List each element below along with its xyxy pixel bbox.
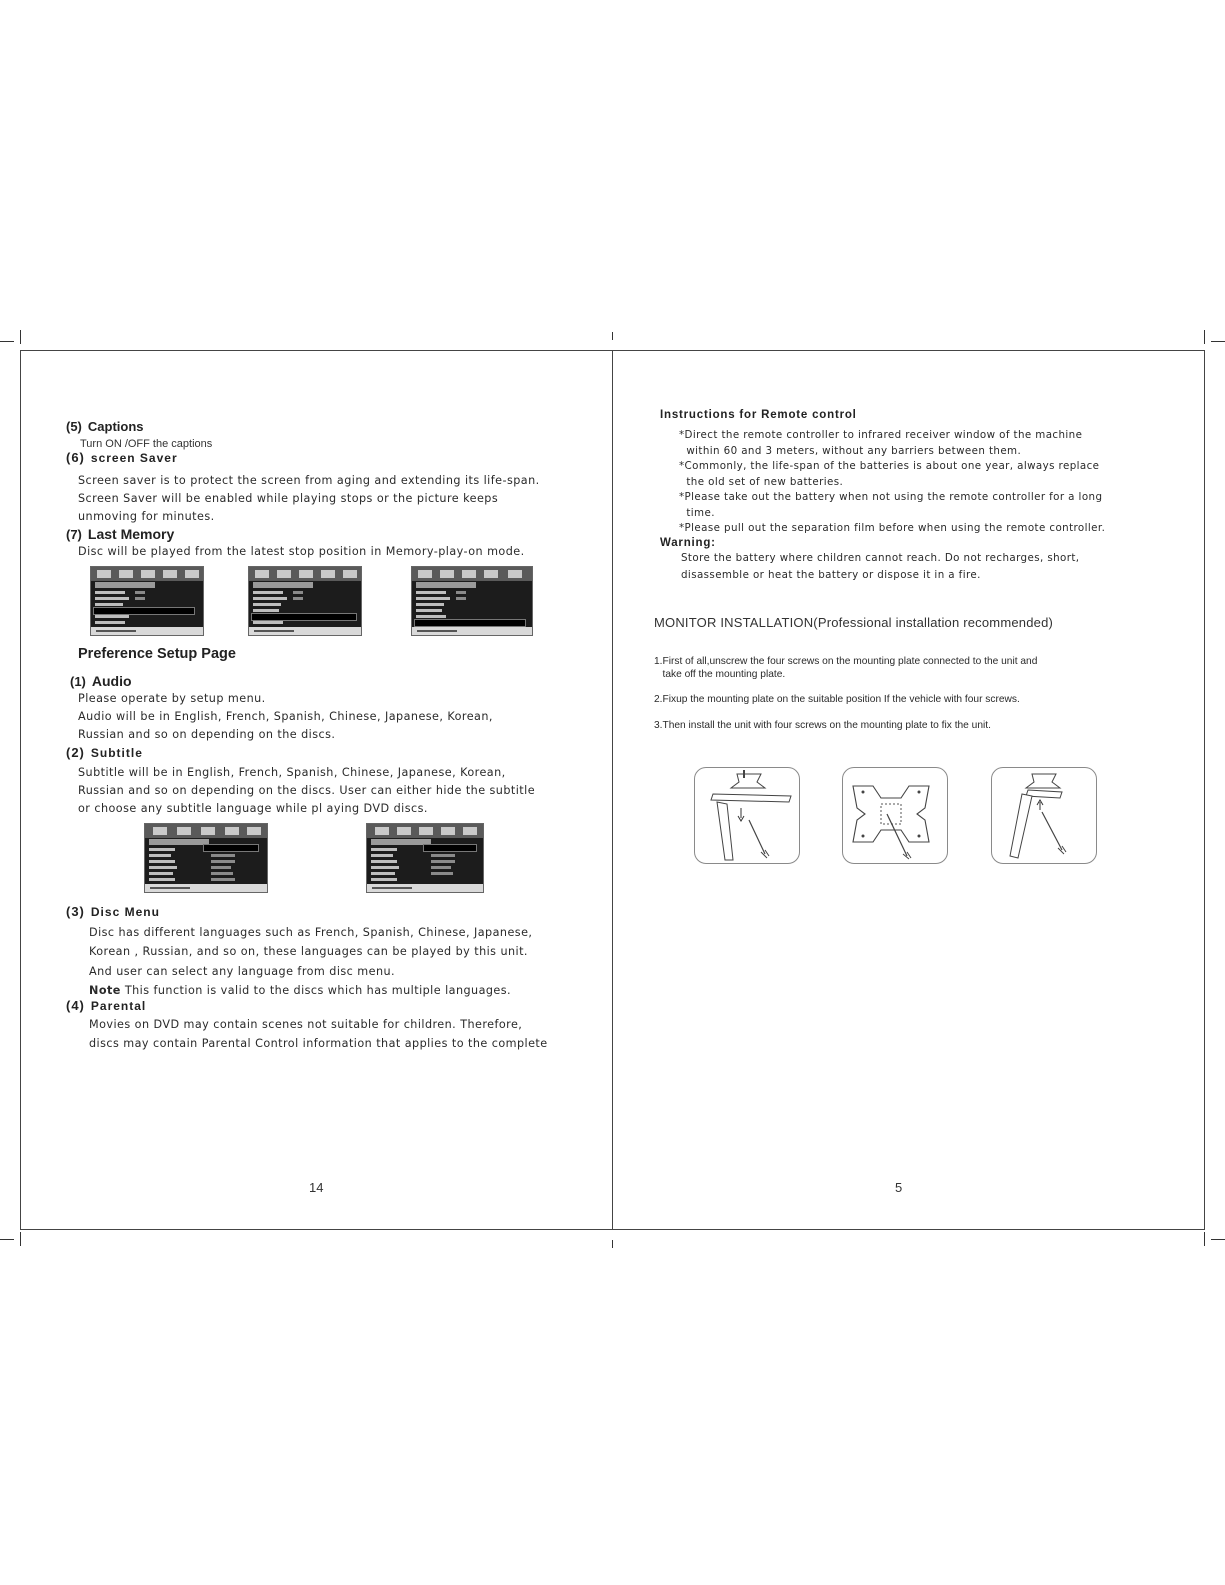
text-line: Korean , Russian, and so on, these languages can be played by this unit. xyxy=(89,945,528,959)
crop-mark xyxy=(0,341,14,342)
installation-step-2: 2.Fixup the mounting plate on the suitable position If the vehicle with four screws. xyxy=(654,694,1020,705)
section-number: (3) xyxy=(66,904,85,919)
section-number: (1) xyxy=(70,674,86,689)
captions-text: Turn ON /OFF the captions xyxy=(80,438,213,450)
mounting-plate-illustration xyxy=(695,768,799,863)
disc-menu-text xyxy=(89,923,532,1000)
text-line: Russian and so on depending on the discs. xyxy=(78,728,336,741)
parental-text xyxy=(89,1015,548,1053)
installation-step-1-cont: take off the mounting plate. xyxy=(654,669,786,680)
preference-setup-heading: Preference Setup Page xyxy=(78,646,236,662)
parental-heading xyxy=(66,998,146,1013)
installation-step-1: 1.First of all,unscrew the four screws on the mounting plate connected to the unit and xyxy=(654,656,1038,667)
last-memory-text: Disc will be played from the latest stop position in Memory-play-on mode. xyxy=(78,545,525,558)
preference-screenshot-audio xyxy=(144,823,268,893)
note-text: This function is valid to the discs which has multiple languages. xyxy=(124,983,512,997)
warning-text xyxy=(681,550,1079,584)
note-label: Note xyxy=(89,983,121,997)
page-number-right: 5 xyxy=(895,1180,903,1195)
page-number-left: 14 xyxy=(309,1180,324,1195)
crop-mark xyxy=(1204,330,1205,344)
text-line: Store the battery where children cannot reach. Do not recharges, short, xyxy=(681,552,1080,564)
text-line: Movies on DVD may contain scenes not suitable for children. Therefore, xyxy=(89,1018,523,1031)
text-line: or choose any subtitle language while pl aying DVD discs. xyxy=(78,802,428,815)
text-line: Subtitle will be in English, French, Spanish, Chinese, Japanese, Korean, xyxy=(78,766,506,779)
general-setup-screenshot-last-memory xyxy=(411,566,533,636)
section-title: Captions xyxy=(87,419,144,434)
audio-text xyxy=(78,690,493,744)
section-title: Last Memory xyxy=(87,526,175,542)
warning-heading: Warning: xyxy=(660,537,716,549)
section-number: (2) xyxy=(66,745,85,760)
install-diagram-install-unit xyxy=(991,767,1097,864)
text-line: *Please pull out the separation film before when using the remote controller. xyxy=(679,522,1106,534)
text-line: And user can select any language from disc menu. xyxy=(89,964,396,978)
text-line: Screen saver is to protect the screen from aging and extending its life-span. xyxy=(78,474,540,487)
subtitle-heading xyxy=(66,745,143,760)
captions-heading xyxy=(66,419,144,434)
remote-control-text xyxy=(679,428,1105,537)
text-line: Please operate by setup menu. xyxy=(78,692,266,705)
mounting-plate-illustration xyxy=(843,768,947,863)
monitor-installation-heading: MONITOR INSTALLATION(Professional installation recommended) xyxy=(654,615,1054,630)
section-title: Disc Menu xyxy=(90,905,160,919)
crop-mark xyxy=(612,332,613,340)
section-title: Subtitle xyxy=(90,746,143,760)
general-setup-screenshot-screen-saver xyxy=(248,566,362,636)
mounting-plate-illustration xyxy=(992,768,1096,863)
text-line: within 60 and 3 meters, without any barriers between them. xyxy=(679,444,1022,457)
text-line: Screen Saver will be enabled while playing stops or the picture keeps xyxy=(78,492,499,505)
install-diagram-remove-plate xyxy=(694,767,800,864)
text-line: time. xyxy=(679,506,715,519)
note-line xyxy=(89,981,532,1000)
crop-mark xyxy=(1211,1239,1225,1240)
crop-mark xyxy=(20,1232,21,1246)
remote-control-heading: Instructions for Remote control xyxy=(660,409,857,421)
crop-mark xyxy=(20,330,21,344)
general-setup-screenshot-captions xyxy=(90,566,204,636)
screen-saver-heading xyxy=(66,450,178,465)
section-title: Parental xyxy=(90,999,147,1013)
crop-mark xyxy=(612,1240,613,1248)
text-line: the old set of new batteries. xyxy=(679,475,844,488)
text-line: *Commonly, the life-span of the batteries is about one year, always replace xyxy=(679,460,1100,472)
crop-mark xyxy=(1204,1232,1205,1246)
subtitle-text xyxy=(78,764,535,818)
text-line: *Please take out the battery when not using the remote controller for a long xyxy=(679,491,1103,503)
section-number: (5) xyxy=(66,419,82,434)
text-line: unmoving for minutes. xyxy=(78,510,215,523)
text-line: Disc has different languages such as French, Spanish, Chinese, Japanese, xyxy=(89,926,533,939)
text-line: disassemble or heat the battery or dispose it in a fire. xyxy=(681,569,981,581)
text-line: *Direct the remote controller to infrared receiver window of the machine xyxy=(679,429,1083,441)
installation-step-3: 3.Then install the unit with four screws on the mounting plate to fix the unit. xyxy=(654,720,991,731)
section-number: (4) xyxy=(66,998,85,1013)
text-line: Audio will be in English, French, Spanish, Chinese, Japanese, Korean, xyxy=(78,710,493,723)
crop-mark xyxy=(0,1239,14,1240)
crop-mark xyxy=(1211,341,1225,342)
text-line: discs may contain Parental Control information that applies to the complete xyxy=(89,1037,548,1050)
disc-menu-heading xyxy=(66,904,160,919)
section-title: Audio xyxy=(91,673,132,689)
preference-screenshot-subtitle xyxy=(366,823,484,893)
screen-saver-text xyxy=(78,472,540,526)
text-line: Russian and so on depending on the discs. User can either hide the subtitle xyxy=(78,784,536,797)
section-number: (7) xyxy=(66,527,82,542)
section-number: (6) xyxy=(66,450,85,465)
install-diagram-fix-plate xyxy=(842,767,948,864)
last-memory-heading xyxy=(66,526,174,542)
section-title: screen Saver xyxy=(90,451,178,465)
audio-heading xyxy=(70,673,132,689)
